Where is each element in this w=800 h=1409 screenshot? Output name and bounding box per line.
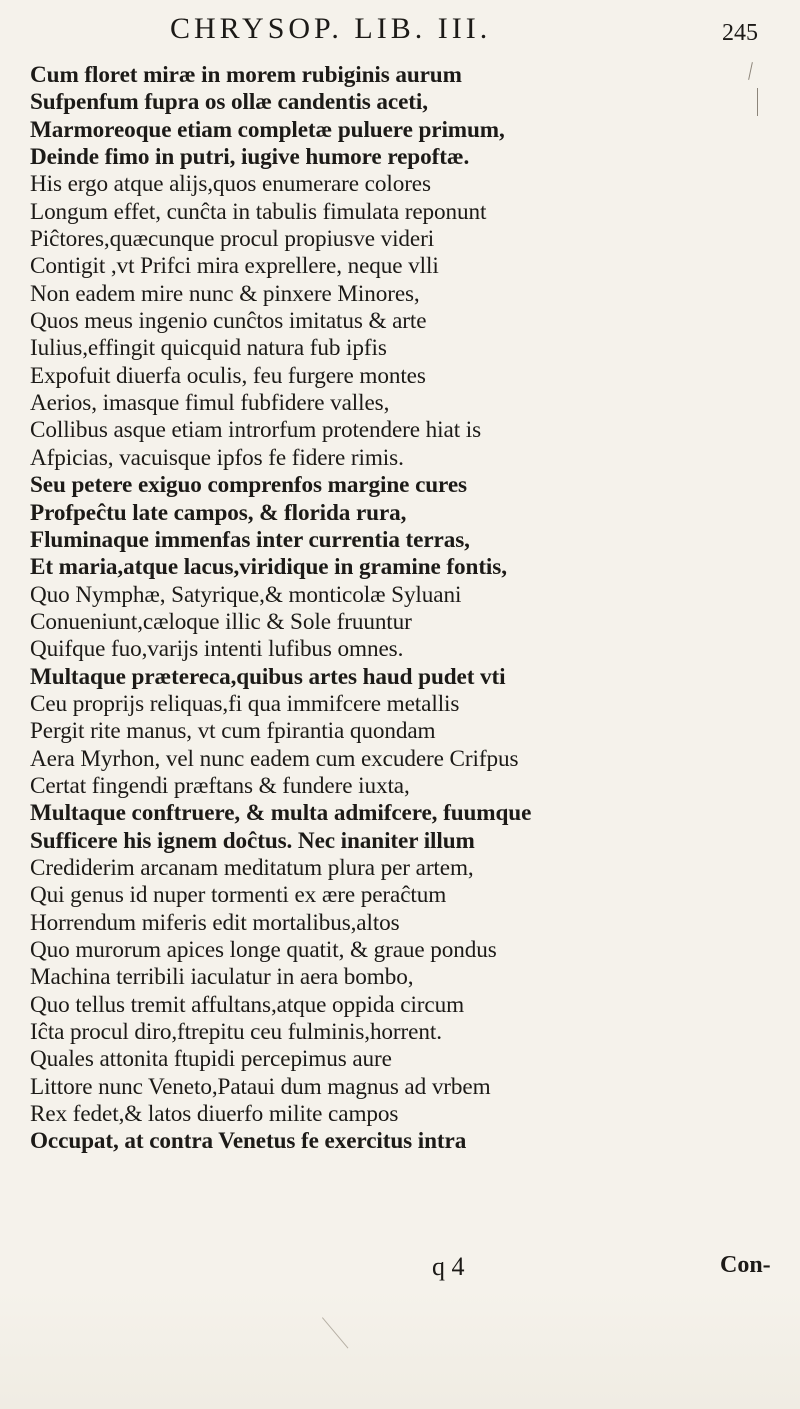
verse-line: Sufficere his ignem doĉtus. Nec inaniter illum — [30, 827, 475, 854]
verse-line: Deinde fimo in putri, iugive humore repoftæ. — [30, 144, 470, 171]
verse-block — [30, 62, 720, 1156]
verse-line: Qui genus id nuper tormenti ex ære peraĉtum — [30, 882, 447, 909]
running-title: CHRYSOP. LIB. III. — [170, 12, 492, 45]
verse-line: Non eadem mire nunc & pinxere Minores, — [30, 280, 420, 307]
verse-line: Quo murorum apices longe quatit, & graue pondus — [30, 937, 497, 963]
verse-line: Pergit rite manus, vt cum fpirantia quondam — [30, 718, 436, 745]
verse-line: Et maria,atque lacus,viridique in gramine fontis, — [30, 554, 507, 581]
verse-line: Crediderim arcanam meditatum plura per artem, — [30, 854, 474, 881]
verse-line: Horrendum miferis edit mortalibus,altos — [30, 909, 400, 936]
verse-line: Conueniunt,cæloque illic & Sole fruuntur — [30, 608, 412, 635]
verse-line: Iulius,effingit quicquid natura fub ipfis — [30, 335, 387, 362]
margin-pencil-mark — [757, 88, 758, 116]
verse-line: Sufpenfum fupra os ollæ candentis aceti, — [30, 89, 428, 116]
verse-line: Ceu proprijs reliquas,fi qua immifcere metallis — [30, 690, 460, 717]
verse-line: Multaque conftruere, & multa admifcere, fuumque — [30, 800, 532, 827]
verse-line: Piĉtores,quæcunque procul propiusve videri — [30, 226, 435, 253]
verse-line: Fluminaque immenfas inter currentia terras, — [30, 526, 470, 553]
verse-line: Quos meus ingenio cunĉtos imitatus & arte — [30, 308, 427, 335]
verse-line: Machina terribili iaculatur in aera bombo, — [30, 964, 414, 991]
verse-line: Expofuit diuerfa oculis, feu furgere montes — [30, 362, 426, 389]
verse-line: Afpicias, vacuisque ipfos fe fidere rimis. — [30, 444, 404, 471]
verse-line: Marmoreoque etiam completæ puluere primum, — [30, 116, 505, 143]
verse-line: Littore nunc Veneto,Pataui dum magnus ad vrbem — [30, 1073, 491, 1100]
verse-line: Aera Myrhon, vel nunc eadem cum excudere Crifpus — [30, 745, 519, 772]
verse-line: Quo tellus tremit affultans,atque oppida circum — [30, 991, 465, 1018]
signature-mark: q 4 — [432, 1252, 465, 1281]
verse-line: Quales attonita ftupidi percepimus aure — [30, 1046, 392, 1073]
verse-line: Collibus asque etiam introrfum protendere hiat is — [30, 417, 482, 444]
verse-line: Longum effet, cunĉta in tabulis fimulata reponunt — [30, 198, 487, 225]
verse-line: Occupat, at contra Venetus fe exercitus intra — [30, 1128, 467, 1155]
running-head — [0, 6, 800, 56]
lower-margin — [0, 1290, 800, 1409]
verse-line: Contigit ,vt Prifci mira exprellere, neque vlli — [30, 253, 439, 280]
verse-line: Quifque fuo,varijs intenti lufibus omnes. — [30, 636, 404, 663]
page-number: 245 — [722, 20, 758, 46]
verse-line: Cum floret miræ in morem rubiginis aurum — [30, 62, 462, 88]
verse-line: Seu petere exiguo comprenfos margine cures — [30, 472, 467, 499]
verse-line: Quo Nymphæ, Satyrique,& monticolæ Syluani — [30, 581, 462, 608]
margin-pencil-mark — [748, 62, 753, 80]
verse-line: His ergo atque alijs,quos enumerare colores — [30, 171, 431, 198]
verse-line: Aerios, imasque fimul fubfidere valles, — [30, 390, 390, 417]
verse-line: Multaque prætereca,quibus artes haud pudet vti — [30, 663, 506, 690]
verse-line: Certat fingendi præftans & fundere iuxta, — [30, 772, 410, 799]
verse-line: Rex fedet,& latos diuerfo milite campos — [30, 1101, 399, 1128]
verse-line: Profpeĉtu late campos, & florida rura, — [30, 499, 407, 526]
catchword: Con- — [720, 1252, 771, 1278]
verse-line: Iĉta procul diro,ftrepitu ceu fulminis,horrent. — [30, 1019, 442, 1046]
